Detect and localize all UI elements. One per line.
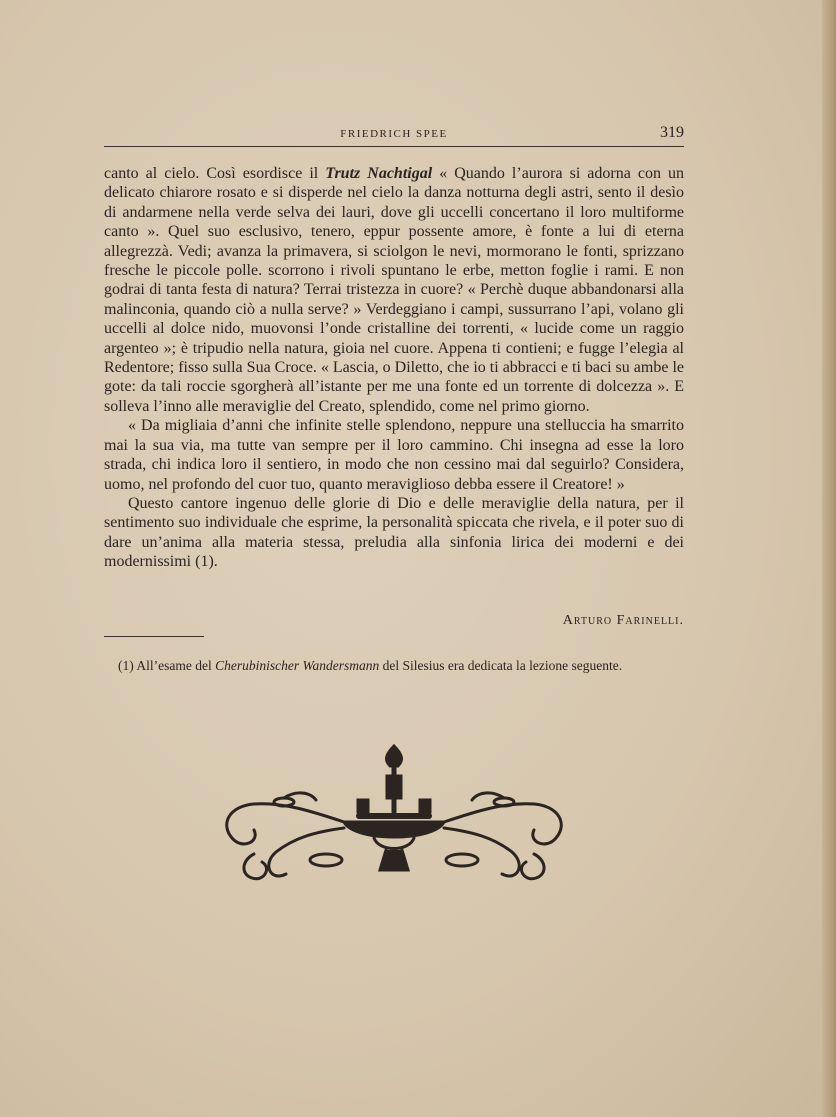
work-title: Trutz Nachtigal (325, 165, 433, 182)
page-header (104, 124, 684, 147)
paragraph-1 (104, 164, 684, 416)
paragraph-3: Questo cantore ingenuo delle glorie di Dio e delle meraviglie della natura, per il sentimento suo individuale che esprime, la personalità spiccata che rivela, e il poter suo di dare un’anima alla materia stessa, preludia alla sinfonia lirica dei moderni e dei modernissimi (1). (104, 494, 684, 571)
oil-lamp-ornament-icon (214, 742, 574, 892)
paragraph-1-rest: « Quando l’aurora si adorna con un delicato chiarore rosato e si disperde nel cielo la danza notturna degli astri, sento il desìo di andarmene nella verde selva dei lauri, dove gli uccelli concertano il loro multiforme canto ». Quel suo esclusivo, tenero, eppur possente amore, è fonte a lui di eterna allegrezzà. Vedi; avanza la primavera, si sciolgon le nevi, mormorano le fonti, sprizzano fresche le piccole polle. scorrono i rivoli spuntano le erbe, metton foglie i rami. E non godrai di tanta festa di natura? Terrai tristezza in cuore? « Perchè duque abbandonarsi alla malinconia, quando ciò a nulla serve? » Verdeggiano i campi, sussurrano l’api, volano gli uccelli al dolce nido, muovonsi l’onde cristalline dei torrenti, « lucide come un raggio argenteo »; è tripudio nella natura, gioia nel cuore. Appena ti contieni; e fugge l’elegia al Redentore; fisso sulla Sua Croce. « Lascia, o Diletto, che io ti abbracci e ti baci su ambe le gote: da tali roccie sgorgherà all’istante per me una fonte ed un torrente di dolcezza ». E solleva l’inno alle meraviglie del Creato, splendido, come nel primo giorno. (104, 165, 685, 415)
page-edge (822, 0, 836, 1117)
author-signature: Arturo Farinelli. (562, 613, 684, 628)
paragraph-2: « Da migliaia d’anni che infinite stelle splendono, neppure una stelluccia ha smarrito mai la sua via, ma tutte van sempre per il loro cammino. Chi insegna ad esse la loro strada, chi indica loro il sentiero, in modo che non cessino mai dal seguirlo? Considera, uomo, nel profondo del cuor tuo, quanto meraviglioso debba essere il Creatore! » (104, 417, 684, 493)
running-head: FRIEDRICH SPEE (340, 128, 448, 140)
footnote-rest: del Silesius era dedicata la lezione seguente. (379, 658, 623, 673)
paragraph-1-start: canto al cielo. Così esordisce il (104, 165, 326, 182)
page-number: 319 (660, 124, 684, 141)
footnote-rule (104, 636, 204, 637)
footnote-work-title: Cherubinischer Wandersmann (215, 658, 380, 673)
body-text (104, 164, 684, 572)
footnote (104, 658, 684, 674)
footnote-start: (1) All’esame del (118, 658, 216, 673)
